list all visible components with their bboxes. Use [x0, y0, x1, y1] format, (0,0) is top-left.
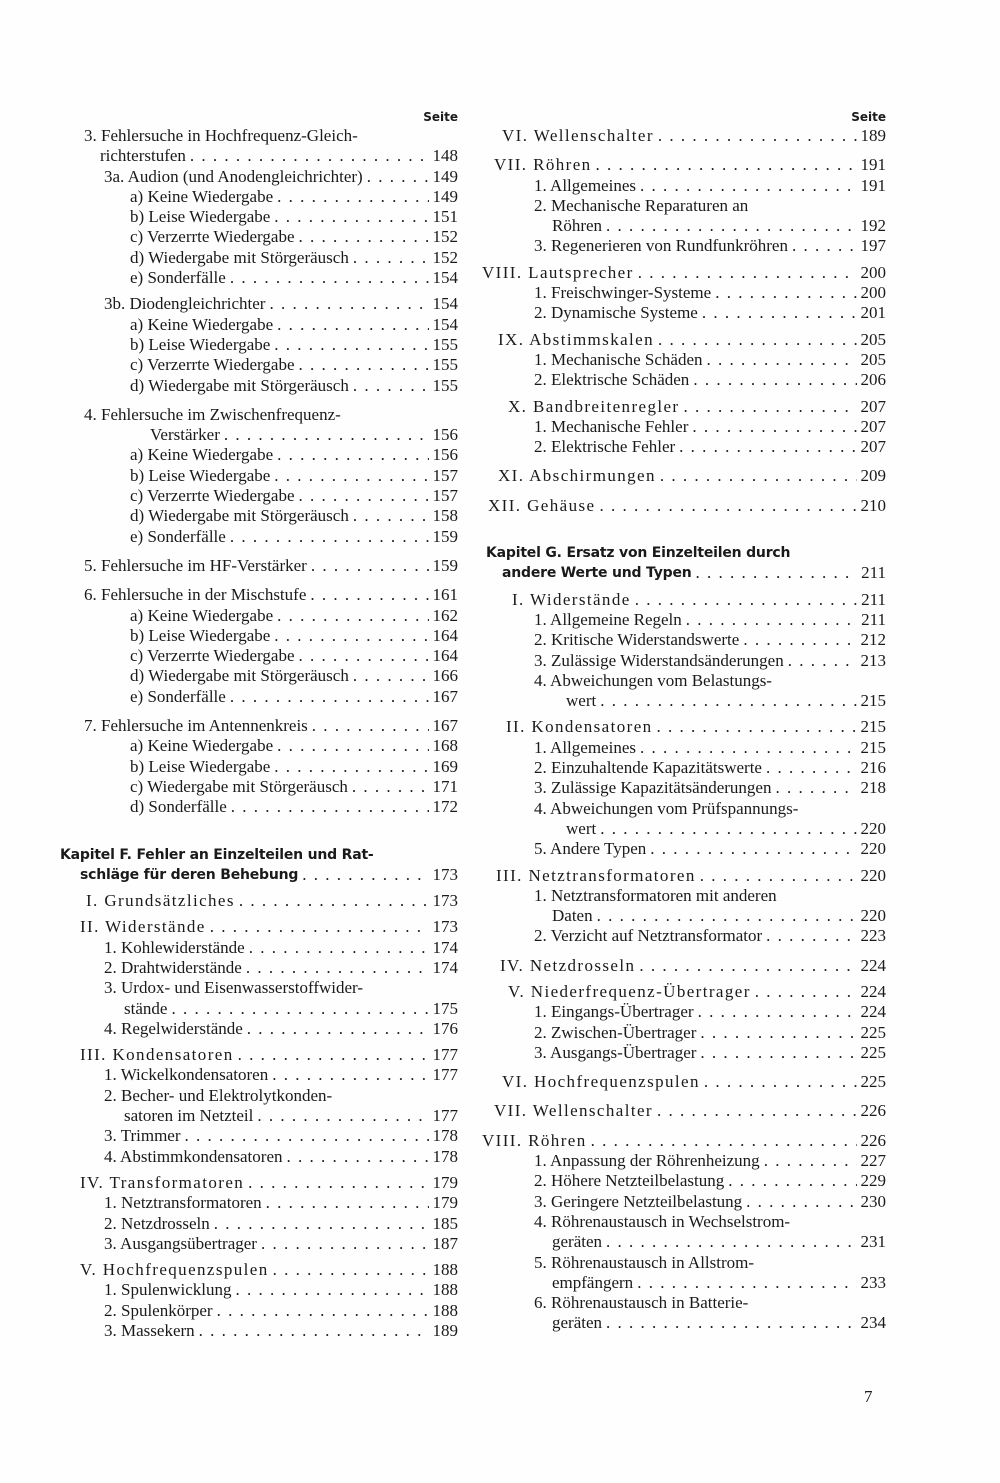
toc-entry: c) Verzerrte Wiedergabe . . . 152 [80, 227, 458, 247]
toc-entry: a) Keine Wiedergabe . . . 154 [80, 315, 458, 335]
toc-entry: VI. Hochfrequenzspulen . . . 225 [482, 1072, 886, 1092]
toc-entry: VII. Wellenschalter . . . 226 [482, 1101, 886, 1121]
toc-entry: b) Leise Wiedergabe . . . 151 [80, 207, 458, 227]
toc-entry: 3b. Diodengleichrichter . . . 154 [80, 294, 458, 314]
toc-entry: 1. Mechanische Schäden . . . 205 [482, 350, 886, 370]
toc-entry: 2. Drahtwiderstände . . . 174 [80, 958, 458, 978]
toc-entry: 5. Fehlersuche im HF-Verstärker . . . 159 [80, 556, 458, 576]
toc-entry: Röhren . . . 192 [482, 216, 886, 236]
toc-entry: stände . . . 175 [80, 999, 458, 1019]
toc-entry: VIII. Röhren . . . 226 [482, 1131, 886, 1151]
page-number: 7 [864, 1387, 873, 1406]
toc-entry: I. Grundsätzliches . . . 173 [80, 891, 458, 911]
toc-entry: 4. Abstimmkondensatoren . . . 178 [80, 1147, 458, 1167]
toc-entry: empfängern . . . 233 [482, 1273, 886, 1293]
toc-entry: a) Keine Wiedergabe . . . 162 [80, 606, 458, 626]
toc-entry: d) Wiedergabe mit Störgeräusch . . . 166 [80, 666, 458, 686]
toc-entry: d) Wiedergabe mit Störgeräusch . . . 152 [80, 248, 458, 268]
toc-entry: b) Leise Wiedergabe . . . 164 [80, 626, 458, 646]
toc-entry: IX. Abstimmskalen . . . 205 [482, 330, 886, 350]
toc-entry: Verstärker . . . 156 [80, 425, 458, 445]
toc-entry: d) Wiedergabe mit Störgeräusch . . . 158 [80, 506, 458, 526]
toc-entry: 1. Netztransformatoren . . . 179 [80, 1193, 458, 1213]
toc-entry: e) Sonderfälle . . . 159 [80, 527, 458, 547]
toc-entry: 2. Dynamische Systeme . . . 201 [482, 303, 886, 323]
toc-entry: satoren im Netzteil . . . 177 [80, 1106, 458, 1126]
toc-entry: IV. Transformatoren . . . 179 [80, 1173, 458, 1193]
toc-entry: 4. Regelwiderstände . . . 176 [80, 1019, 458, 1039]
toc-entry: b) Leise Wiedergabe . . . 155 [80, 335, 458, 355]
toc-column-right [482, 108, 886, 1334]
toc-line: 5. Röhrenaustausch in Allstrom- [534, 1252, 755, 1272]
toc-entry: II. Widerstände . . . 173 [80, 917, 458, 937]
toc-entry: c) Verzerrte Wiedergabe . . . 164 [80, 646, 458, 666]
toc-line: 6. Röhrenaustausch in Batterie- [534, 1293, 749, 1313]
toc-line: 3. Fehlersuche in Hochfrequenz-Gleich- [84, 126, 358, 145]
toc-entry: wert . . . 215 [482, 691, 886, 711]
toc-entry: 1. Anpassung der Röhrenheizung . . . 227 [482, 1151, 886, 1171]
toc-entry: III. Kondensatoren . . . 177 [80, 1045, 458, 1065]
toc-line: 4. Fehlersuche im Zwischenfrequenz- [84, 404, 341, 424]
toc-entry: 1. Kohlewiderstände . . . 174 [80, 938, 458, 958]
toc-entry: 1. Wickelkondensatoren . . . 177 [80, 1065, 458, 1085]
toc-entry: 3. Massekern . . . 189 [80, 1321, 458, 1341]
toc-entry: d) Sonderfälle . . . 172 [80, 797, 458, 817]
toc-entry: 1. Eingangs-Übertrager . . . 224 [482, 1002, 886, 1022]
toc-entry: 2. Netzdrosseln . . . 185 [80, 1214, 458, 1234]
toc-entry: VII. Röhren . . . 191 [482, 155, 886, 175]
chapter-heading-f: Kapitel F. Fehler an Einzelteilen und Rat- [60, 846, 374, 863]
toc-entry: a) Keine Wiedergabe . . . 156 [80, 445, 458, 465]
toc-entry: VI. Wellenschalter . . . 189 [482, 126, 886, 146]
toc-entry: 1. Allgemeines . . . 215 [482, 738, 886, 758]
toc-entry: b) Leise Wiedergabe . . . 169 [80, 757, 458, 777]
toc-line: 2. Mechanische Reparaturen an [534, 195, 749, 215]
toc-entry: a) Keine Wiedergabe . . . 149 [80, 187, 458, 207]
toc-entry: d) Wiedergabe mit Störgeräusch . . . 155 [80, 376, 458, 396]
toc-column-left [60, 108, 458, 1341]
toc-entry: XII. Gehäuse . . . 210 [482, 496, 886, 516]
toc-entry: 3. Geringere Netzteilbelastung . . . 230 [482, 1192, 886, 1212]
toc-entry: richterstufen . . . 148 [80, 146, 458, 166]
toc-entry: e) Sonderfälle . . . 154 [80, 268, 458, 288]
toc-entry: 3. Ausgangs-Übertrager . . . 225 [482, 1043, 886, 1063]
toc-entry: III. Netztransformatoren . . . 220 [482, 866, 886, 886]
chapter-heading-f-entry: schläge für deren Behebung . . . 173 [80, 865, 458, 885]
toc-entry: I. Widerstände . . . 211 [482, 590, 886, 610]
toc-line: 1. Netztransformatoren mit anderen [534, 885, 777, 905]
toc-entry: b) Leise Wiedergabe . . . 157 [80, 466, 458, 486]
toc-entry: 1. Allgemeines . . . 191 [482, 176, 886, 196]
toc-entry: 2. Verzicht auf Netztransformator . . . 223 [482, 926, 886, 946]
toc-entry: 7. Fehlersuche im Antennenkreis . . . 167 [80, 716, 458, 736]
toc-entry: 2. Elektrische Fehler . . . 207 [482, 437, 886, 457]
toc-entry: V. Hochfrequenzspulen . . . 188 [80, 1260, 458, 1280]
toc-entry: 3. Zulässige Kapazitätsänderungen . . . 218 [482, 778, 886, 798]
toc-entry: wert . . . 220 [482, 819, 886, 839]
toc-entry: V. Niederfrequenz-Übertrager . . . 224 [482, 982, 886, 1002]
toc-entry: X. Bandbreitenregler . . . 207 [482, 397, 886, 417]
toc-entry: 1. Spulenwicklung . . . 188 [80, 1280, 458, 1300]
toc-line: 4. Abweichungen vom Prüfspannungs- [534, 798, 799, 818]
toc-entry: 6. Fehlersuche in der Mischstufe . . . 161 [80, 585, 458, 605]
toc-entry: 2. Elektrische Schäden . . . 206 [482, 370, 886, 390]
toc-entry: II. Kondensatoren . . . 215 [482, 717, 886, 737]
chapter-heading-g: Kapitel G. Ersatz von Einzelteilen durch [486, 545, 791, 562]
toc-entry: 3. Trimmer . . . 178 [80, 1126, 458, 1146]
toc-entry: IV. Netzdrosseln . . . 224 [482, 956, 886, 976]
toc-line: 2. Becher- und Elektrolytkonden- [104, 1085, 333, 1105]
toc-entry: 1. Allgemeine Regeln . . . 211 [482, 610, 886, 630]
toc-entry: 5. Andere Typen . . . 220 [482, 839, 886, 859]
toc-entry: a) Keine Wiedergabe . . . 168 [80, 736, 458, 756]
toc-entry: XI. Abschirmungen . . . 209 [482, 466, 886, 486]
seite-header-right: Seite [851, 110, 886, 124]
toc-entry: 3. Ausgangsübertrager . . . 187 [80, 1234, 458, 1254]
toc-entry: 2. Spulenkörper . . . 188 [80, 1301, 458, 1321]
toc-entry: 3. Regenerieren von Rundfunkröhren . . . 197 [482, 236, 886, 256]
toc-entry: 1. Mechanische Fehler . . . 207 [482, 417, 886, 437]
toc-entry: 2. Zwischen-Übertrager . . . 225 [482, 1023, 886, 1043]
toc-entry: c) Verzerrte Wiedergabe . . . 157 [80, 486, 458, 506]
toc-entry: 3a. Audion (und Anodengleichrichter) . . . 149 [80, 167, 458, 187]
toc-entry: 3. Zulässige Widerstandsänderungen . . . 213 [482, 651, 886, 671]
toc-line: 4. Abweichungen vom Belastungs- [534, 670, 772, 690]
toc-entry: 2. Höhere Netzteilbelastung . . . 229 [482, 1171, 886, 1191]
toc-entry: c) Wiedergabe mit Störgeräusch . . . 171 [80, 777, 458, 797]
toc-entry: 2. Einzuhaltende Kapazitätswerte . . . 216 [482, 758, 886, 778]
toc-entry: 2. Kritische Widerstandswerte . . . 212 [482, 630, 886, 650]
chapter-heading-g-entry: andere Werte und Typen . . . 211 [482, 563, 886, 583]
toc-entry: e) Sonderfälle . . . 167 [80, 687, 458, 707]
toc-line: 3. Urdox- und Eisenwasserstoffwider- [104, 978, 364, 998]
toc-entry: c) Verzerrte Wiedergabe . . . 155 [80, 355, 458, 375]
toc-entry: VIII. Lautsprecher . . . 200 [482, 263, 886, 283]
seite-header-left: Seite [423, 110, 458, 124]
toc-entry: geräten . . . 234 [482, 1313, 886, 1333]
toc-line: 4. Röhrenaustausch in Wechselstrom- [534, 1211, 791, 1231]
toc-entry: Daten . . . 220 [482, 906, 886, 926]
toc-entry: 1. Freischwinger-Systeme . . . 200 [482, 283, 886, 303]
toc-entry: geräten . . . 231 [482, 1232, 886, 1252]
